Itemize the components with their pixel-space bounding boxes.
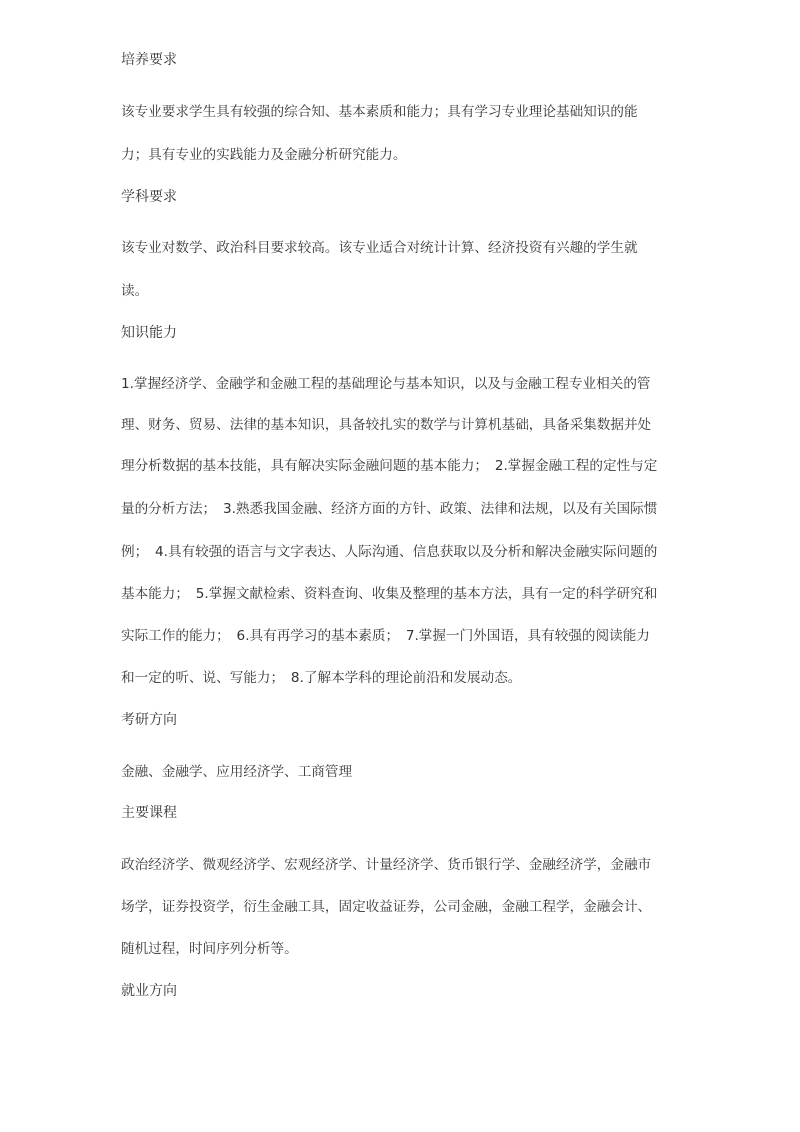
paragraph-line: 和一定的听、说、写能力； 8.了解本学科的理论前沿和发展动态。 [121, 670, 522, 686]
paragraph-line: 读。 [121, 283, 149, 299]
paragraph-line: 该专业要求学生具有较强的综合知、基本素质和能力；具有学习专业理论基础知识的能 [121, 104, 638, 120]
paragraph-line: 金融、金融学、应用经济学、工商管理 [121, 764, 353, 780]
paragraph-line: 随机过程，时间序列分析等。 [121, 941, 298, 957]
paragraph-line: 理、财务、贸易、法律的基本知识，具备较扎实的数学与计算机基础，具备采集数据并处 [121, 417, 652, 433]
paragraph-line: 量的分析方法； 3.熟悉我国金融、经济方面的方针、政策、法律和法规，以及有关国际惯 [121, 501, 658, 517]
paragraph-line: 例； 4.具有较强的语言与文字表达、人际沟通、信息获取以及分析和解决金融实际问题的 [121, 544, 658, 560]
section-heading-knowledge-ability: 知识能力 [121, 325, 177, 341]
paragraph-line: 基本能力； 5.掌握文献检索、资料查询、收集及整理的基本方法，具有一定的科学研究和 [121, 586, 658, 602]
section-heading-career-direction: 就业方向 [121, 983, 177, 999]
paragraph-line: 场学，证券投资学，衍生金融工具，固定收益证券，公司金融，金融工程学，金融会计、 [121, 899, 652, 915]
paragraph-line: 实际工作的能力； 6.具有再学习的基本素质； 7.掌握一门外国语，具有较强的阅读能力 [121, 628, 650, 644]
section-heading-graduate-study: 考研方向 [121, 712, 177, 728]
section-heading-training-requirements: 培养要求 [121, 52, 177, 68]
paragraph-line: 1.掌握经济学、金融学和金融工程的基础理论与基本知识，以及与金融工程专业相关的管 [121, 376, 651, 392]
section-heading-main-courses: 主要课程 [121, 805, 177, 821]
section-heading-subject-requirements: 学科要求 [121, 189, 177, 205]
paragraph-line: 该专业对数学、政治科目要求较高。该专业适合对统计计算、经济投资有兴趣的学生就 [121, 240, 638, 256]
paragraph-line: 理分析数据的基本技能，具有解决实际金融问题的基本能力； 2.掌握金融工程的定性与定 [121, 458, 658, 474]
paragraph-line: 力；具有专业的实践能力及金融分析研究能力。 [121, 147, 407, 163]
paragraph-line: 政治经济学、微观经济学、宏观经济学、计量经济学、货币银行学、金融经济学，金融市 [121, 857, 652, 873]
